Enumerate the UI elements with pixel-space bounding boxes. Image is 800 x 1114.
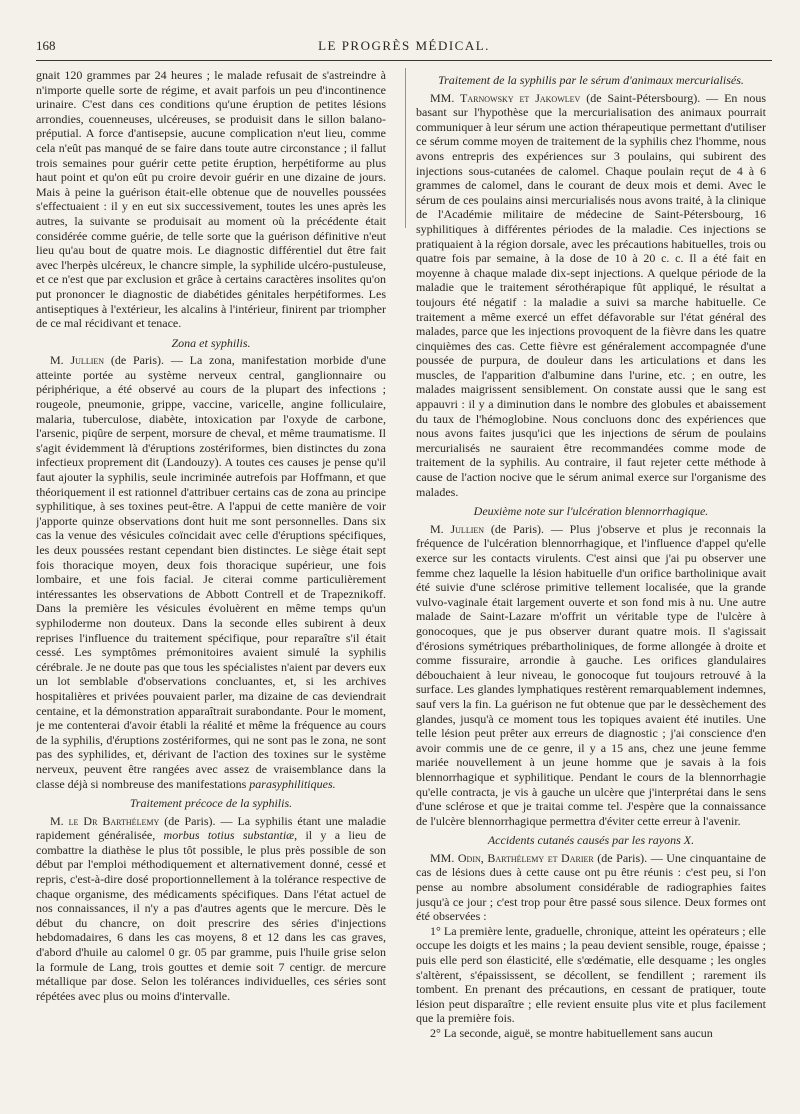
paragraph-text: (de Paris). — Une cinquantaine de cas de lésions dues à cette cause ont pu être réunis : c'est peu, si l'on pense au nombre absolument considérable de radiographies faites jusqu'à ce jour ; c'est trop pour être passé sous silence. Deux formes ont été observées : bbox=[416, 850, 766, 924]
author: M. le Dr Barthélemy bbox=[50, 813, 160, 828]
paragraph bbox=[416, 522, 766, 828]
paragraph: gnait 120 grammes par 24 heures ; le malade refusait de s'astreindre à n'importe quelle sorte de régime, et avait parfois un peu d'incontinence urinaire. C'est dans ces conditions qu'une éruption de petites lésions arrondies, couenneuses, ulcéreuses, se produisit dans le sillon balano-préputial. A force d'antisepsie, aucune complication n'eut lieu, comme cela n'eût pas manqué de se faire dans toute autre circonstance ; il fallut trois semaines pour guérir cette petite éruption, herpétiforme au plus haut point et qu'on eût pu croire devoir guérir en une dizaine de jours. Mais à peine la guérison était-elle obtenue que de nouvelles poussées s'effectuaient : il y en eut six successivement, toutes les unes après les autres, la suivante se produisait au moment où la précédente était considérée comme guérie, de telle sorte que la guérison définitive n'eut lieu qu'au bout de quatre mois. Le diagnostic différentiel dut être fait avec l'herpès ulcéreux, le chancre simple, la syphilide ulcéro-pustuleuse, et ce n'est que par exclusion et grâce à certains caractères insolites qu'on put prononcer le diagnostic de diabétides génitales herpétiformes. Les antiseptiques à l'extérieur, les alcalins à l'intérieur, finirent par triompher de ce mal récidivant et tenace. bbox=[36, 68, 386, 331]
section-title: Deuxième note sur l'ulcération blennorrhagique. bbox=[473, 504, 709, 519]
author: MM. Tarnowsky et Jakowlev bbox=[430, 90, 581, 105]
paragraph-text: (de Paris). — La syphilis étant une maladie rapidement généralisée, bbox=[36, 813, 386, 843]
list-item: 2° La seconde, aiguë, se montre habituellement sans aucun bbox=[430, 1026, 713, 1040]
list-item: 1° La première lente, graduelle, chronique, atteint les opérateurs ; elle occupe les doigts et les mains ; la peau devient sensible, rouge, épaisse ; puis elle perd son élasticité, elle s'œdématie, elle desquame ; les ongles s'altèrent, s'épaississent, se décollent, se fendillent ; rarement ils tombent. En prenant des précautions, en cessant de pratiquer, toute lésion peut disparaître ; elle revient ensuite plus vite et plus facilement que la première fois. bbox=[416, 923, 766, 1026]
right-column bbox=[416, 68, 766, 1100]
journal-title: LE PROGRÈS MÉDICAL. bbox=[318, 38, 490, 53]
section-title: Accidents cutanés causés par les rayons X. bbox=[487, 833, 695, 848]
paragraph bbox=[36, 353, 386, 791]
section-title: Traitement précoce de la syphilis. bbox=[129, 796, 293, 811]
page-number: 168 bbox=[36, 38, 56, 53]
paragraph-text: , il y a lieu de combattre la diathèse le plus tôt possible, le plus près possible de son début par l'emploi méthodiquement et alternativement donné, cessé et repris, c'est-à-dire dosé proportionnellement à la tolérance respective de chaque organisme, des médicaments spécifiques. Dans l'état actuel de nos connaissances, il n'y a pas d'autres agents que le mercure. Dès le début du chancre, on doit prescrire des séries d'injections hebdomadaires, 6 dans les cas moyens, 8 et 12 dans les cas graves, d'abord d'huile au calomel 0 gr. 05 par gramme, puis l'huile grise selon la formule de Lang, trois gouttes et demie soit 7 centigr. de mercure métallique par dose. Selon les tolérances individuelles, ces séries sont répétées avec plus ou moins d'intervalle. bbox=[36, 828, 386, 1003]
header-rule bbox=[36, 60, 772, 61]
paragraph-text: (de Paris). — Plus j'observe et plus je reconnais la fréquence de l'ulcération blennorrhagique, et l'influence d'appel qu'elle exerce sur les contacts virulents. C'est ainsi que j'ai pu observer une femme chez laquelle la lésion habituelle d'un orifice bartholinique avait été suivie d'une sclérose primitive tellement localisée, que la grande vulvo-vaginale était largement ouverte et son fond mis à nu. Une autre malade de Saint-Lazare m'offrit un véritable type de l'ulcère à gonocoques, que je pus observer durant quatre mois. Il s'agissait d'érosions symétriques prébartholiniques, de forme allongée à droite et comme fissuraire, arrondie à gauche. Les orifices glandulaires débouchaient à leur niveau, le gonocoque fut toujours retrouvé à la surface. Les glandes lymphatiques restèrent remarquablement indemnes, sauf vers la fin. La guérison ne fut obtenue que par le dessèchement des glandes, jusqu'à ce moment tous les topiques avaient été inutiles. Une telle lésion peut prêter aux erreurs de diagnostic ; j'ai conscience d'en avoir commis une de ce genre, il y a 15 ans, chez une jeune femme mariée nouvellement à un jeune homme que je savais à la fois blennorrhagique et syphilitique. Pendant le cours de la blennorrhagie qu'elle contracta, je vis à gauche un ulcère que j'interprétai dans le sens d'une sclérose et que je traitai comme tel. J'espère que la connaissance de l'ulcère blennorrhagique permettra d'éviter cette erreur à l'avenir. bbox=[416, 521, 766, 828]
section-title: Zona et syphilis. bbox=[171, 335, 251, 350]
author: MM. Odin, Barthélemy et Darier bbox=[430, 850, 594, 865]
paragraph bbox=[416, 851, 766, 924]
paragraph-text: (de Saint-Pétersbourg). — En nous basant sur l'hypothèse que la mercurialisation des animaux pourrait communiquer à leur sérum une action thérapeutique permettant d'utiliser ce sérum comme moyen de traitement de la syphilis chez l'homme, nous avons entrepris des expériences sur 3 poulains, qui subirent des injections sous-cutanées de calomel. Chaque poulain reçut de 4 à 6 grammes de calomel, dans le courant de deux mois et demi. Avec le sérum de ces poulains ainsi mercurialisés nous avons traité, à la clinique de l'Académie militaire de médecine de Saint-Pétersbourg, 16 syphilitiques à différentes périodes de la maladie. Ces injections se pratiquaient à la région dorsale, avec les précautions habituelles, trois ou quatre fois par semaine, à la dose de 10 à 20 c. c. Il a été fait en moyenne à chaque malade dix-sept injections. A quelque période de la maladie que le traitement sérothérapique fût appliqué, le résultat a toujours été négatif : la maladie a suivi sa marche habituelle. Ce traitement a même exercé un effet défavorable sur l'état général des malades, parce que les injections provoquent de la fièvre dans les quatre cinquièmes des cas. Cette fièvre est généralement accompagnée d'une poussée de purpura, de douleur dans les articulations et dans les muscles, de l'apparition d'albumine dans l'urine, etc. ; en outre, les malades maigrissent sensiblement. On constate aussi que le sang est appauvri : il y a diminution dans le nombre des globules et abaissement du taux de l'hémoglobine. Nous concluons donc des expériences que nous avons faites jusqu'ici que les injections de sérum de poulains mercurialisés ne sauraient être recommandées comme mode de traitement de la syphilis. Au contraire, il faut rejeter cette méthode à cause de l'action nocive que le sérum animal exerce sur l'organisme des malades. bbox=[416, 90, 766, 499]
paragraph-text: parasyphilitiques. bbox=[249, 776, 336, 791]
running-header bbox=[36, 36, 772, 58]
paragraph bbox=[36, 814, 386, 1004]
left-column bbox=[36, 68, 386, 1100]
paragraph-text: (de Paris). — La zona, manifestation morbide d'une atteinte portée au système nerveux central, ganglionnaire ou périphérique, a été observé au cours de la plupart des infections ; rougeole, pneumonie, grippe, vaccine, varicelle, angine folliculaire, malaria, tuberculose, diabète, intoxication par l'oxyde de carbone, l'arsenic, piqûre de serpent, morsure de cheval, et même traumatisme. Il s'agit évidemment là d'éruptions zostériformes, bien distinctes du zona infectieux proprement dit (Landouzy). A toutes ces causes je pense qu'il faut ajouter la syphilis, seule incriminée autrefois par Hoffmann, et que théoriquement il est rationnel d'attribuer certains cas de zona au principe syphilitique, à ses toxines peut-être. A l'appui de cette manière de voir j'apporte quinze observations dont huit me sont personnelles. Dans six cas la venue des vésicules coïncidait avec celle d'éruptions spécifiques, les deux poussées restant cependant bien distinctes. Le siège était sept fois thoracique moyen, deux fois thoracique supérieur, une fois lombaire, et une fois facial. Je citerai comme particulièrement intéressantes les observations de Abbott Contrell et de Trapeznikoff. Dans la première les vésicules évoluèrent en même temps qu'un syphiloderme non douteux. Dans la seconde elles subirent à deux reprises l'influence du traitement spécifique, pour reparaître s'il était cessé. Les symptômes prémonitoires avaient simulé la syphilis cérébrale. Je ne doute pas que tous les spécialistes n'aient par devers eux un lot semblable d'observations concluantes, et, si les archives hospitalières et privées pouvaient parler, ma dizaine de cas deviendrait centaine, et la démonstration apparaîtrait surabondante. Pour le moment, je me contenterai d'avoir établi la réalité et même la fréquence au cours de la syphilis, d'éruptions zostériformes, qui ne sont pas le zona, ne sont pas des syphilides, et, dérivant de l'action des toxines sur le système nerveux, peuvent être rangées avec assez de vraisemblance dans la classe déjà si nombreuse des manifestations bbox=[36, 353, 386, 791]
column-divider bbox=[405, 68, 406, 228]
latin-phrase: morbus totius substantiæ bbox=[163, 828, 295, 843]
paragraph bbox=[416, 91, 766, 500]
author: M. Jullien bbox=[430, 521, 485, 536]
author: M. Jullien bbox=[50, 353, 105, 368]
section-title: Traitement de la syphilis par le sérum d'animaux mercurialisés. bbox=[438, 73, 744, 87]
